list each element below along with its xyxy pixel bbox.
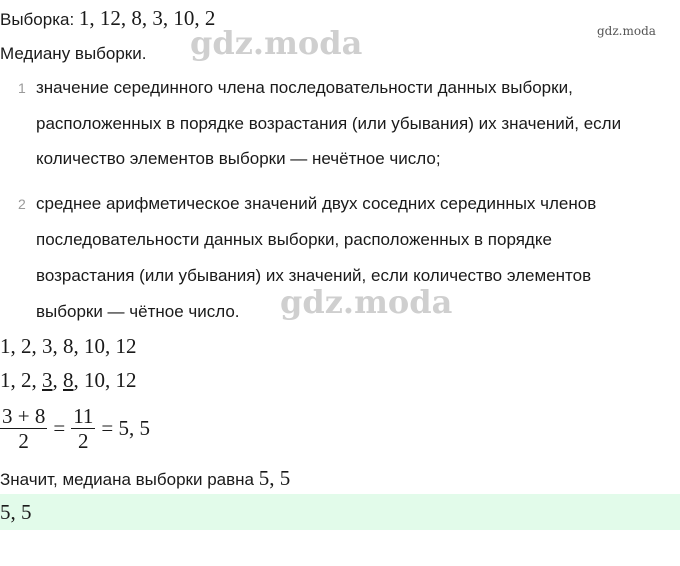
sorted-sep: , bbox=[52, 368, 63, 392]
answer-block bbox=[0, 494, 680, 530]
list-item-line: значение серединного члена последовательности данных выборки, bbox=[36, 78, 573, 97]
conclusion-line bbox=[0, 468, 290, 490]
task-subtitle: Медиану выборки. bbox=[0, 44, 147, 63]
list-item-line: расположенных в порядке возрастания (или убывания) их значений, если bbox=[36, 114, 622, 133]
fraction-result bbox=[71, 404, 95, 453]
equals-sign: = bbox=[53, 416, 66, 440]
list-number: 1 bbox=[18, 80, 26, 96]
answer-value: 5, 5 bbox=[0, 500, 32, 524]
conclusion-text: Значит, медиана выборки равна bbox=[0, 470, 259, 489]
median-result: = 5, 5 bbox=[101, 416, 151, 440]
watermark-small: gdz.moda bbox=[597, 24, 656, 38]
list-number: 2 bbox=[18, 196, 26, 212]
middle-term-1: 3 bbox=[42, 368, 53, 392]
fraction-denominator: 2 bbox=[18, 429, 29, 453]
fraction-denominator: 2 bbox=[78, 429, 89, 453]
list-item-line: количество элементов выборки — нечётное число; bbox=[36, 149, 441, 168]
sample-values: 1, 12, 8, 3, 10, 2 bbox=[78, 6, 216, 30]
sorted-prefix: 1, 2, bbox=[0, 368, 42, 392]
list-item-line: последовательности данных выборки, расположенных в порядке bbox=[36, 230, 552, 249]
watermark-large-middle: gdz.moda bbox=[280, 283, 453, 321]
watermark-large-top: gdz.moda bbox=[190, 24, 363, 62]
median-formula bbox=[0, 404, 150, 453]
fraction-sum bbox=[0, 404, 47, 453]
sorted-sample-marked bbox=[0, 368, 137, 393]
list-item-line: среднее арифметическое значений двух соседних серединных членов bbox=[36, 194, 597, 213]
conclusion-value: 5, 5 bbox=[258, 466, 291, 490]
sorted-suffix: , 10, 12 bbox=[73, 368, 137, 392]
fraction-numerator: 11 bbox=[73, 404, 94, 428]
middle-term-2: 8 bbox=[63, 368, 74, 392]
sample-label: Выборка: bbox=[0, 10, 79, 29]
list-item-line: возрастания (или убывания) их значений, если количество элементов bbox=[36, 266, 592, 285]
sample-line bbox=[0, 8, 215, 30]
fraction-numerator: 3 + 8 bbox=[2, 404, 46, 428]
list-item-line: выборки — чётное число. bbox=[36, 302, 240, 321]
sorted-sample: 1, 2, 3, 8, 10, 12 bbox=[0, 334, 137, 358]
